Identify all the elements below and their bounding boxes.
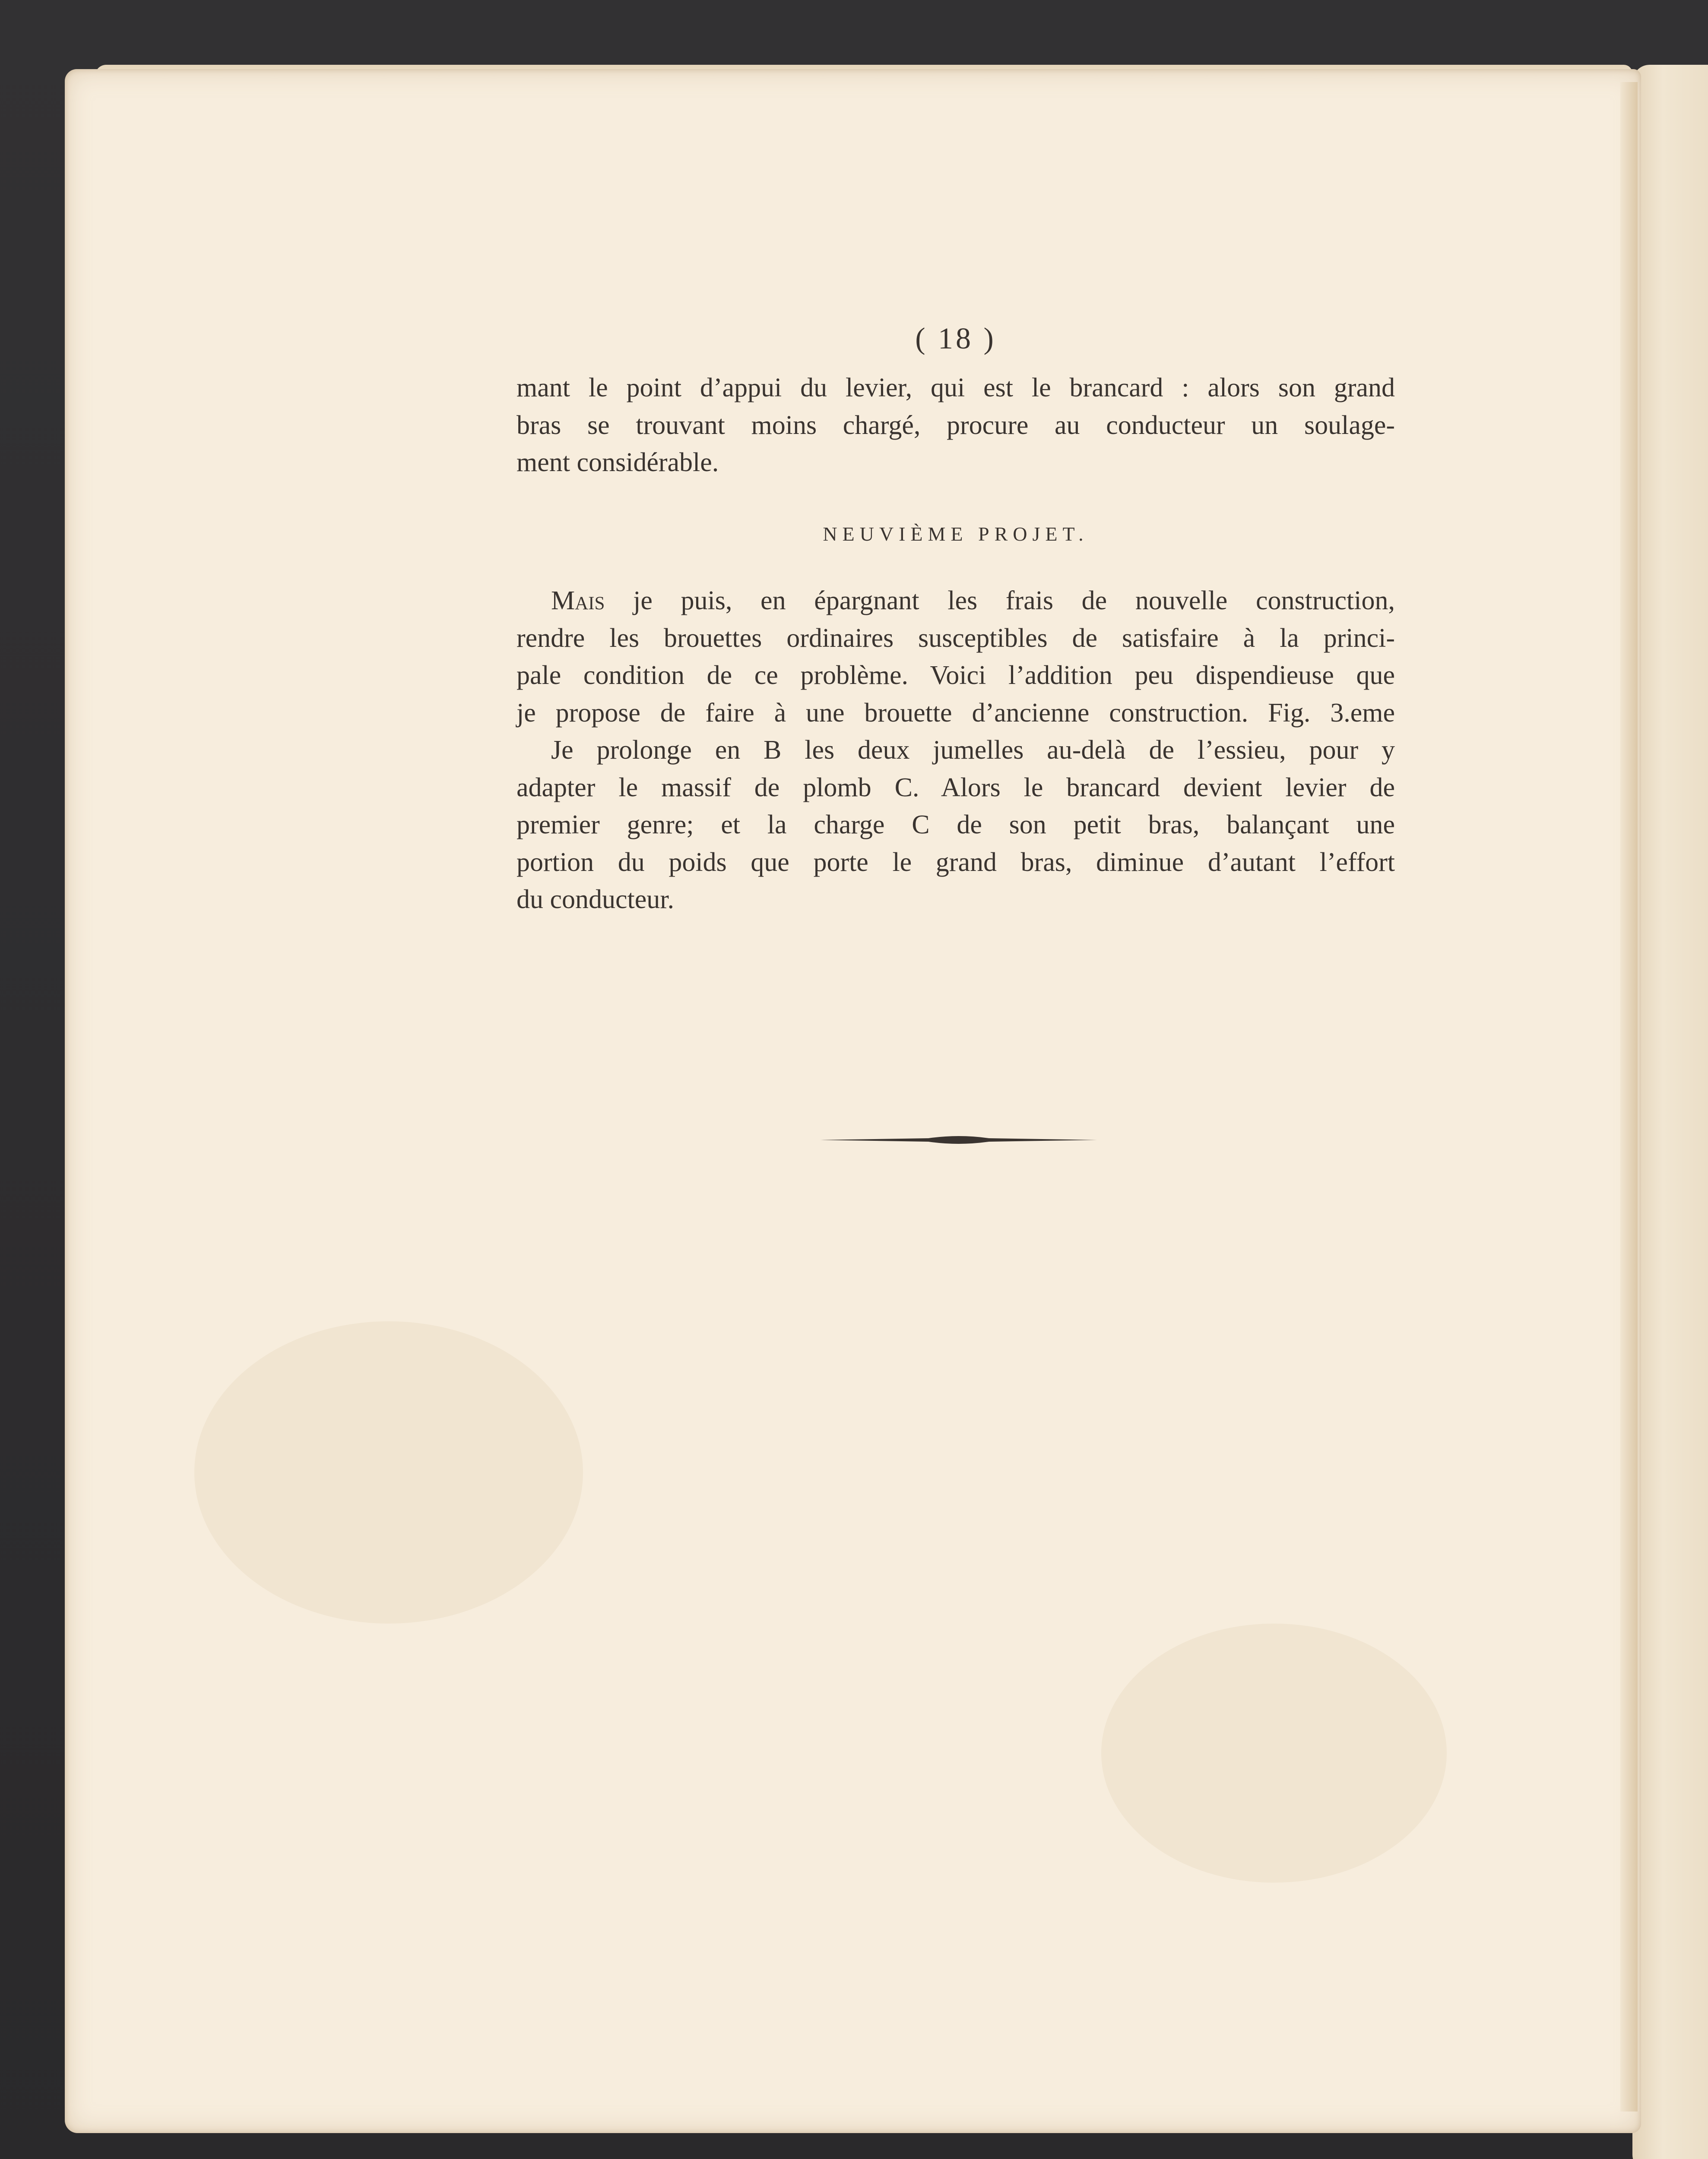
text-line-rest: je puis, en épargnant les frais de nouvelle construction, xyxy=(605,586,1395,615)
facing-page-edge xyxy=(1632,65,1708,2159)
text-line: du conducteur. xyxy=(517,885,675,914)
text-line: pale condition de ce problème. Voici l’addition peu dispendieuse que xyxy=(517,661,1395,690)
text-line: bras se trouvant moins chargé, procure au conducteur un soulage- xyxy=(517,410,1395,440)
text-line: Je prolonge en B les deux jumelles au-delà de l’essieu, pour y xyxy=(551,735,1395,765)
text-line: je propose de faire à une brouette d’ancienne construction. Fig. 3.eme xyxy=(517,698,1395,728)
page-edge-right xyxy=(1620,82,1638,2112)
text-line: rendre les brouettes ordinaires susceptibles de satisfaire à la princi- xyxy=(517,623,1395,653)
lead-word: Mais xyxy=(551,586,605,615)
paper-stain xyxy=(1101,1624,1447,1883)
text-line xyxy=(517,582,1395,620)
paragraph-body xyxy=(517,582,1395,918)
page-number: ( 18 ) xyxy=(915,322,996,355)
text-line: ment considérable. xyxy=(517,448,719,477)
paper-stain xyxy=(194,1321,583,1624)
text-line: adapter le massif de plomb C. Alors le brancard devient levier de xyxy=(517,772,1395,802)
text-line: premier genre; et la charge C de son petit bras, balançant une xyxy=(517,810,1395,839)
text-line: mant le point d’appui du levier, qui est le brancard : alors son grand xyxy=(517,373,1395,402)
section-heading: NEUVIÈME PROJET. xyxy=(823,523,1089,545)
text-line: portion du poids que porte le grand bras, diminue d’autant l’effort xyxy=(517,847,1395,877)
paragraph-continuation xyxy=(517,369,1395,481)
section-divider-ornament xyxy=(821,1132,1097,1148)
